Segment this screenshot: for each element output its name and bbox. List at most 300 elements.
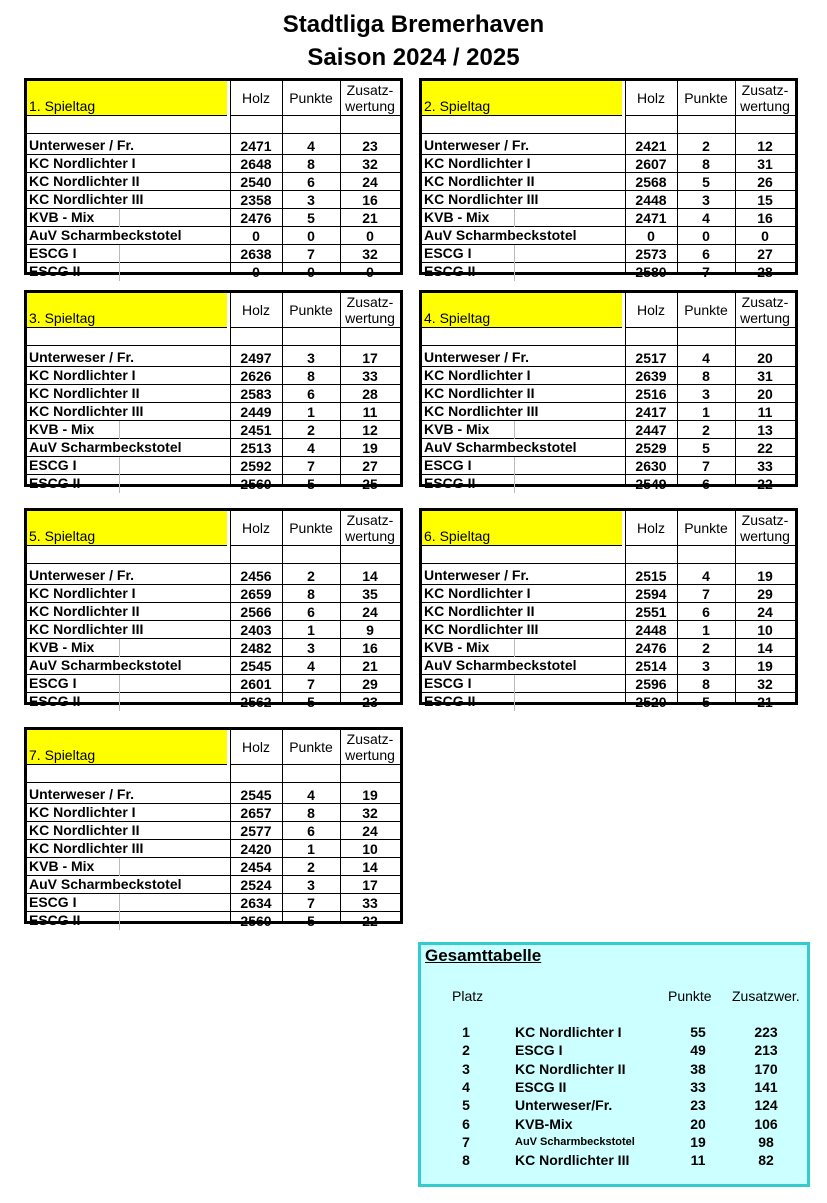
table-row <box>27 621 400 639</box>
team-name: KC Nordlichter II <box>29 603 140 619</box>
table-row <box>27 403 400 421</box>
punkte-value: 3 <box>307 350 315 366</box>
zusatz-value: 9 <box>366 622 374 638</box>
holz-value: 2403 <box>240 622 272 638</box>
punkte-value: 4 <box>702 210 710 226</box>
team-name: KC Nordlichter III <box>29 840 144 856</box>
column-divider <box>677 511 678 702</box>
punkte-value: 6 <box>307 174 315 190</box>
holz-value: 2545 <box>240 787 272 803</box>
holz-value: 2420 <box>240 841 272 857</box>
holz-value: 2551 <box>635 604 667 620</box>
punkte-value: 4 <box>702 350 710 366</box>
holz-value: 2515 <box>635 568 667 584</box>
table-row <box>422 675 795 693</box>
punkte-value: 6 <box>702 476 710 492</box>
punkte-value: 2 <box>702 422 710 438</box>
column-header-zusatz: Zusatz- wertung <box>340 730 400 765</box>
team-name: KVB - Mix <box>29 209 95 225</box>
spieltag-label-cell <box>422 81 622 116</box>
cell-divider <box>119 421 120 439</box>
column-divider <box>677 81 678 272</box>
cell-divider <box>514 457 515 493</box>
punkte-value: 7 <box>702 458 710 474</box>
page-title: Stadtliga Bremerhaven <box>282 11 545 38</box>
spieltag-label: 4. Spieltag <box>424 310 491 326</box>
column-divider <box>340 511 341 702</box>
holz-value: 0 <box>252 228 260 244</box>
zusatz-value: 98 <box>758 1133 774 1150</box>
holz-value: 2577 <box>240 823 272 839</box>
zusatz-value: 22 <box>362 913 378 929</box>
team-name: KC Nordlichter I <box>424 367 531 383</box>
column-header-holz: Holz <box>230 730 282 765</box>
holz-value: 2421 <box>635 138 667 154</box>
punkte-value: 3 <box>307 877 315 893</box>
team-name: ESCG I <box>424 457 472 473</box>
team-name: KC Nordlichter III <box>29 191 144 207</box>
punkte-value: 6 <box>307 386 315 402</box>
holz-value: 2476 <box>240 210 272 226</box>
gesamt-row <box>421 1060 807 1078</box>
holz-value: 2358 <box>240 192 272 208</box>
punkte-value: 1 <box>702 404 710 420</box>
spieltag-table-2 <box>419 78 798 280</box>
table-row <box>27 876 400 894</box>
team-name: KC Nordlichter III <box>424 191 539 207</box>
gesamt-row <box>421 1151 807 1169</box>
team-name: KC Nordlichter II <box>29 173 140 189</box>
cell-divider <box>119 858 120 876</box>
team-name: KC Nordlichter I <box>424 155 531 171</box>
table-row <box>27 349 400 367</box>
cell-divider <box>514 209 515 227</box>
spieltag-label-cell <box>27 730 227 765</box>
punkte-value: 6 <box>702 246 710 262</box>
zusatz-value: 0 <box>366 264 374 280</box>
zusatz-value: 14 <box>362 859 378 875</box>
holz-value: 2449 <box>240 404 272 420</box>
zusatz-value: 16 <box>362 192 378 208</box>
zusatz-value: 24 <box>362 604 378 620</box>
spieltag-label-cell <box>27 293 227 328</box>
holz-value: 2476 <box>635 640 667 656</box>
zusatz-value: 170 <box>754 1060 778 1077</box>
spieltag-label-cell <box>27 81 227 116</box>
holz-value: 2639 <box>635 368 667 384</box>
column-header-zusatz: Zusatz- wertung <box>340 293 400 328</box>
team-name: AuV Scharmbeckstotel <box>424 227 577 243</box>
zusatz-value: 27 <box>362 458 378 474</box>
team-name: KVB-Mix <box>515 1115 573 1132</box>
table-row <box>27 912 400 930</box>
table-row <box>27 822 400 840</box>
holz-value: 2456 <box>240 568 272 584</box>
zusatz-value: 26 <box>757 174 773 190</box>
table-row <box>422 155 795 173</box>
column-divider <box>625 511 626 702</box>
punkte-value: 5 <box>307 210 315 226</box>
punkte-value: 2 <box>702 640 710 656</box>
team-name: AuV Scharmbeckstotel <box>29 439 182 455</box>
zusatz-value: 17 <box>362 877 378 893</box>
platz-value: 1 <box>462 1024 470 1040</box>
table-row <box>27 457 400 475</box>
zusatz-value: 14 <box>362 568 378 584</box>
zusatz-value: 106 <box>754 1115 778 1132</box>
table-row <box>27 191 400 209</box>
cell-divider <box>514 639 515 657</box>
table-row <box>27 155 400 173</box>
punkte-value: 49 <box>690 1042 706 1059</box>
zusatz-value: 19 <box>362 787 378 803</box>
team-name: ESCG II <box>29 263 81 279</box>
zusatz-value: 33 <box>362 895 378 911</box>
column-divider <box>340 730 341 921</box>
team-name: KC Nordlichter III <box>29 403 144 419</box>
punkte-value: 0 <box>307 264 315 280</box>
team-name: KC Nordlichter I <box>29 155 136 171</box>
column-divider <box>230 81 231 272</box>
table-row <box>27 804 400 822</box>
cell-divider <box>119 894 120 930</box>
holz-value: 2583 <box>240 386 272 402</box>
column-header-punkte: Punkte <box>677 511 735 546</box>
cell-divider <box>119 639 120 657</box>
table-row <box>27 894 400 912</box>
punkte-value: 3 <box>702 658 710 674</box>
table-row <box>27 567 400 585</box>
table-row <box>422 367 795 385</box>
team-name: Unterweser / Fr. <box>424 567 530 583</box>
team-name: KC Nordlichter III <box>424 403 539 419</box>
column-divider <box>735 511 736 702</box>
zusatz-value: 82 <box>758 1152 774 1169</box>
punkte-value: 3 <box>702 386 710 402</box>
table-row <box>422 475 795 493</box>
zusatz-value: 19 <box>362 440 378 456</box>
punkte-value: 8 <box>307 586 315 602</box>
platz-value: 2 <box>462 1042 470 1059</box>
table-row <box>422 173 795 191</box>
holz-value: 2648 <box>240 156 272 172</box>
column-header-punkte: Punkte <box>282 293 340 328</box>
zusatz-value: 32 <box>362 805 378 821</box>
team-name: KC Nordlichter II <box>424 173 535 189</box>
zusatz-value: 15 <box>757 192 773 208</box>
punkte-value: 8 <box>702 676 710 692</box>
punkte-value: 2 <box>307 568 315 584</box>
holz-value: 2549 <box>635 476 667 492</box>
holz-value: 2524 <box>240 877 272 893</box>
zusatz-value: 23 <box>362 694 378 710</box>
punkte-value: 4 <box>307 787 315 803</box>
zusatz-value: 21 <box>362 210 378 226</box>
zusatz-value: 17 <box>362 350 378 366</box>
gesamt-row <box>421 1096 807 1114</box>
punkte-value: 6 <box>702 604 710 620</box>
holz-value: 2580 <box>635 264 667 280</box>
holz-value: 2516 <box>635 386 667 402</box>
holz-value: 2560 <box>240 476 272 492</box>
punkte-value: 5 <box>702 174 710 190</box>
punkte-value: 1 <box>307 622 315 638</box>
zusatz-value: 29 <box>757 586 773 602</box>
page-subtitle: Saison 2024 / 2025 <box>307 44 520 71</box>
blank-row <box>27 116 400 134</box>
table-row <box>27 585 400 603</box>
holz-value: 2626 <box>240 368 272 384</box>
zusatz-value: 16 <box>362 640 378 656</box>
table-row <box>422 693 795 711</box>
team-name: KC Nordlichter I <box>515 1024 622 1040</box>
team-name: ESCG I <box>515 1042 563 1059</box>
punkte-value: 6 <box>307 604 315 620</box>
cell-divider <box>514 245 515 281</box>
table-row <box>27 675 400 693</box>
table-row <box>422 603 795 621</box>
table-row <box>422 209 795 227</box>
team-name: KVB - Mix <box>424 421 490 437</box>
team-name: ESCG II <box>424 693 476 709</box>
cell-divider <box>514 421 515 439</box>
punkte-value: 5 <box>307 913 315 929</box>
punkte-value: 5 <box>702 440 710 456</box>
table-row <box>422 585 795 603</box>
zusatz-value: 32 <box>362 156 378 172</box>
punkte-value: 5 <box>702 694 710 710</box>
spieltag-label: 7. Spieltag <box>29 747 96 763</box>
holz-value: 2630 <box>635 458 667 474</box>
punkte-value: 0 <box>307 228 315 244</box>
team-name: ESCG II <box>515 1078 567 1095</box>
zusatz-value: 21 <box>757 694 773 710</box>
table-row <box>27 858 400 876</box>
spieltag-label: 3. Spieltag <box>29 310 96 326</box>
platz-value: 3 <box>462 1060 470 1077</box>
team-name: KC Nordlichter III <box>515 1152 630 1169</box>
table-row <box>27 439 400 457</box>
holz-value: 2562 <box>240 694 272 710</box>
punkte-value: 2 <box>307 859 315 875</box>
holz-value: 2454 <box>240 859 272 875</box>
column-divider <box>735 293 736 484</box>
team-name: ESCG II <box>424 263 476 279</box>
table-row <box>422 439 795 457</box>
column-divider <box>230 293 231 484</box>
column-divider <box>625 81 626 272</box>
spieltag-label-cell <box>27 511 227 546</box>
column-header-punkte: Punkte <box>677 293 735 328</box>
holz-value: 0 <box>252 264 260 280</box>
spieltag-table-6 <box>419 508 798 710</box>
column-header-punkte: Punkte <box>282 730 340 765</box>
column-header-zusatz: Zusatz- wertung <box>735 81 795 116</box>
team-name: AuV Scharmbeckstotel <box>29 657 182 673</box>
team-name: KVB - Mix <box>29 639 95 655</box>
table-row <box>27 137 400 155</box>
column-divider <box>340 293 341 484</box>
holz-value: 2448 <box>635 622 667 638</box>
gesamt-row <box>421 1115 807 1133</box>
platz-value: 4 <box>462 1078 470 1095</box>
zusatz-value: 16 <box>757 210 773 226</box>
punkte-value: 7 <box>307 676 315 692</box>
holz-value: 2448 <box>635 192 667 208</box>
team-name: KC Nordlichter II <box>424 385 535 401</box>
zusatz-value: 0 <box>761 228 769 244</box>
cell-divider <box>119 675 120 711</box>
punkte-value: 4 <box>702 568 710 584</box>
zusatz-value: 35 <box>362 586 378 602</box>
column-divider <box>282 511 283 702</box>
spieltag-label: 5. Spieltag <box>29 528 96 544</box>
cell-divider <box>119 209 120 227</box>
table-row <box>27 367 400 385</box>
holz-value: 2607 <box>635 156 667 172</box>
zusatz-value: 23 <box>362 138 378 154</box>
zusatz-value: 28 <box>757 264 773 280</box>
team-name: KC Nordlichter III <box>424 621 539 637</box>
platz-value: 5 <box>462 1097 470 1114</box>
punkte-value: 8 <box>307 156 315 172</box>
team-name: Unterweser / Fr. <box>424 349 530 365</box>
holz-value: 2529 <box>635 440 667 456</box>
holz-value: 2540 <box>240 174 272 190</box>
table-row <box>422 639 795 657</box>
column-divider <box>735 81 736 272</box>
table-row <box>27 385 400 403</box>
holz-value: 2520 <box>635 694 667 710</box>
gesamttabelle-panel <box>418 942 810 1187</box>
table-row <box>27 173 400 191</box>
table-row <box>422 621 795 639</box>
team-name: ESCG II <box>29 912 81 928</box>
team-name: AuV Scharmbeckstotel <box>424 657 577 673</box>
cell-divider <box>119 245 120 281</box>
column-header-zusatz: Zusatz- wertung <box>735 293 795 328</box>
zusatz-value: 24 <box>362 174 378 190</box>
table-row <box>27 475 400 493</box>
table-row <box>27 245 400 263</box>
table-row <box>422 245 795 263</box>
table-row <box>27 786 400 804</box>
column-header-holz: Holz <box>230 511 282 546</box>
holz-value: 2545 <box>240 658 272 674</box>
team-name: KVB - Mix <box>29 421 95 437</box>
punkte-value: 7 <box>307 895 315 911</box>
holz-value: 2601 <box>240 676 272 692</box>
zusatz-value: 27 <box>757 246 773 262</box>
platz-value: 6 <box>462 1115 470 1132</box>
column-header-punkte: Punkte <box>677 81 735 116</box>
spieltag-table-1 <box>24 78 403 280</box>
punkte-value: 4 <box>307 440 315 456</box>
gesamt-header-zusatz: Zusatzwer. <box>732 988 800 1004</box>
zusatz-value: 13 <box>757 422 773 438</box>
punkte-value: 33 <box>690 1078 706 1095</box>
team-name: Unterweser / Fr. <box>29 786 135 802</box>
zusatz-value: 24 <box>362 823 378 839</box>
holz-value: 2573 <box>635 246 667 262</box>
team-name: KC Nordlichter II <box>29 822 140 838</box>
spieltag-label-cell <box>422 511 622 546</box>
punkte-value: 2 <box>702 138 710 154</box>
table-row <box>422 567 795 585</box>
platz-value: 7 <box>462 1133 470 1150</box>
table-row <box>27 603 400 621</box>
blank-row <box>27 546 400 564</box>
team-name: ESCG II <box>29 475 81 491</box>
column-header-holz: Holz <box>230 293 282 328</box>
table-row <box>27 263 400 281</box>
zusatz-value: 14 <box>757 640 773 656</box>
punkte-value: 1 <box>307 404 315 420</box>
table-row <box>27 657 400 675</box>
team-name: Unterweser / Fr. <box>29 137 135 153</box>
zusatz-value: 21 <box>362 658 378 674</box>
zusatz-value: 33 <box>757 458 773 474</box>
team-name: Unterweser/Fr. <box>515 1097 613 1114</box>
holz-value: 2482 <box>240 640 272 656</box>
holz-value: 2560 <box>240 913 272 929</box>
cell-divider <box>119 457 120 493</box>
zusatz-value: 141 <box>754 1078 778 1095</box>
zusatz-value: 12 <box>362 422 378 438</box>
team-name: AuV Scharmbeckstotel <box>424 439 577 455</box>
zusatz-value: 10 <box>362 841 378 857</box>
spieltag-table-7 <box>24 727 403 929</box>
gesamt-row <box>421 1041 807 1059</box>
punkte-value: 55 <box>690 1024 706 1040</box>
gesamt-row <box>421 1133 807 1151</box>
zusatz-value: 223 <box>754 1024 778 1040</box>
team-name: KC Nordlichter I <box>29 367 136 383</box>
team-name: ESCG I <box>29 457 77 473</box>
blank-row <box>422 546 795 564</box>
column-header-holz: Holz <box>625 81 677 116</box>
holz-value: 2596 <box>635 676 667 692</box>
punkte-value: 3 <box>307 192 315 208</box>
gesamt-header-punkte: Punkte <box>668 988 712 1004</box>
holz-value: 0 <box>647 228 655 244</box>
punkte-value: 20 <box>690 1115 706 1132</box>
zusatz-value: 124 <box>754 1097 778 1114</box>
zusatz-value: 11 <box>362 404 378 420</box>
punkte-value: 11 <box>690 1152 706 1169</box>
punkte-value: 5 <box>307 476 315 492</box>
holz-value: 2514 <box>635 658 667 674</box>
zusatz-value: 33 <box>362 368 378 384</box>
punkte-value: 8 <box>702 156 710 172</box>
spieltag-label: 6. Spieltag <box>424 528 491 544</box>
column-divider <box>625 293 626 484</box>
spieltag-table-3 <box>24 290 403 492</box>
table-row <box>422 385 795 403</box>
holz-value: 2634 <box>240 895 272 911</box>
column-divider <box>677 293 678 484</box>
punkte-value: 7 <box>702 264 710 280</box>
table-row <box>422 457 795 475</box>
holz-value: 2594 <box>635 586 667 602</box>
table-row <box>422 137 795 155</box>
table-row <box>422 349 795 367</box>
blank-row <box>422 328 795 346</box>
column-divider <box>282 293 283 484</box>
zusatz-value: 19 <box>757 658 773 674</box>
zusatz-value: 32 <box>362 246 378 262</box>
team-name: ESCG II <box>424 475 476 491</box>
